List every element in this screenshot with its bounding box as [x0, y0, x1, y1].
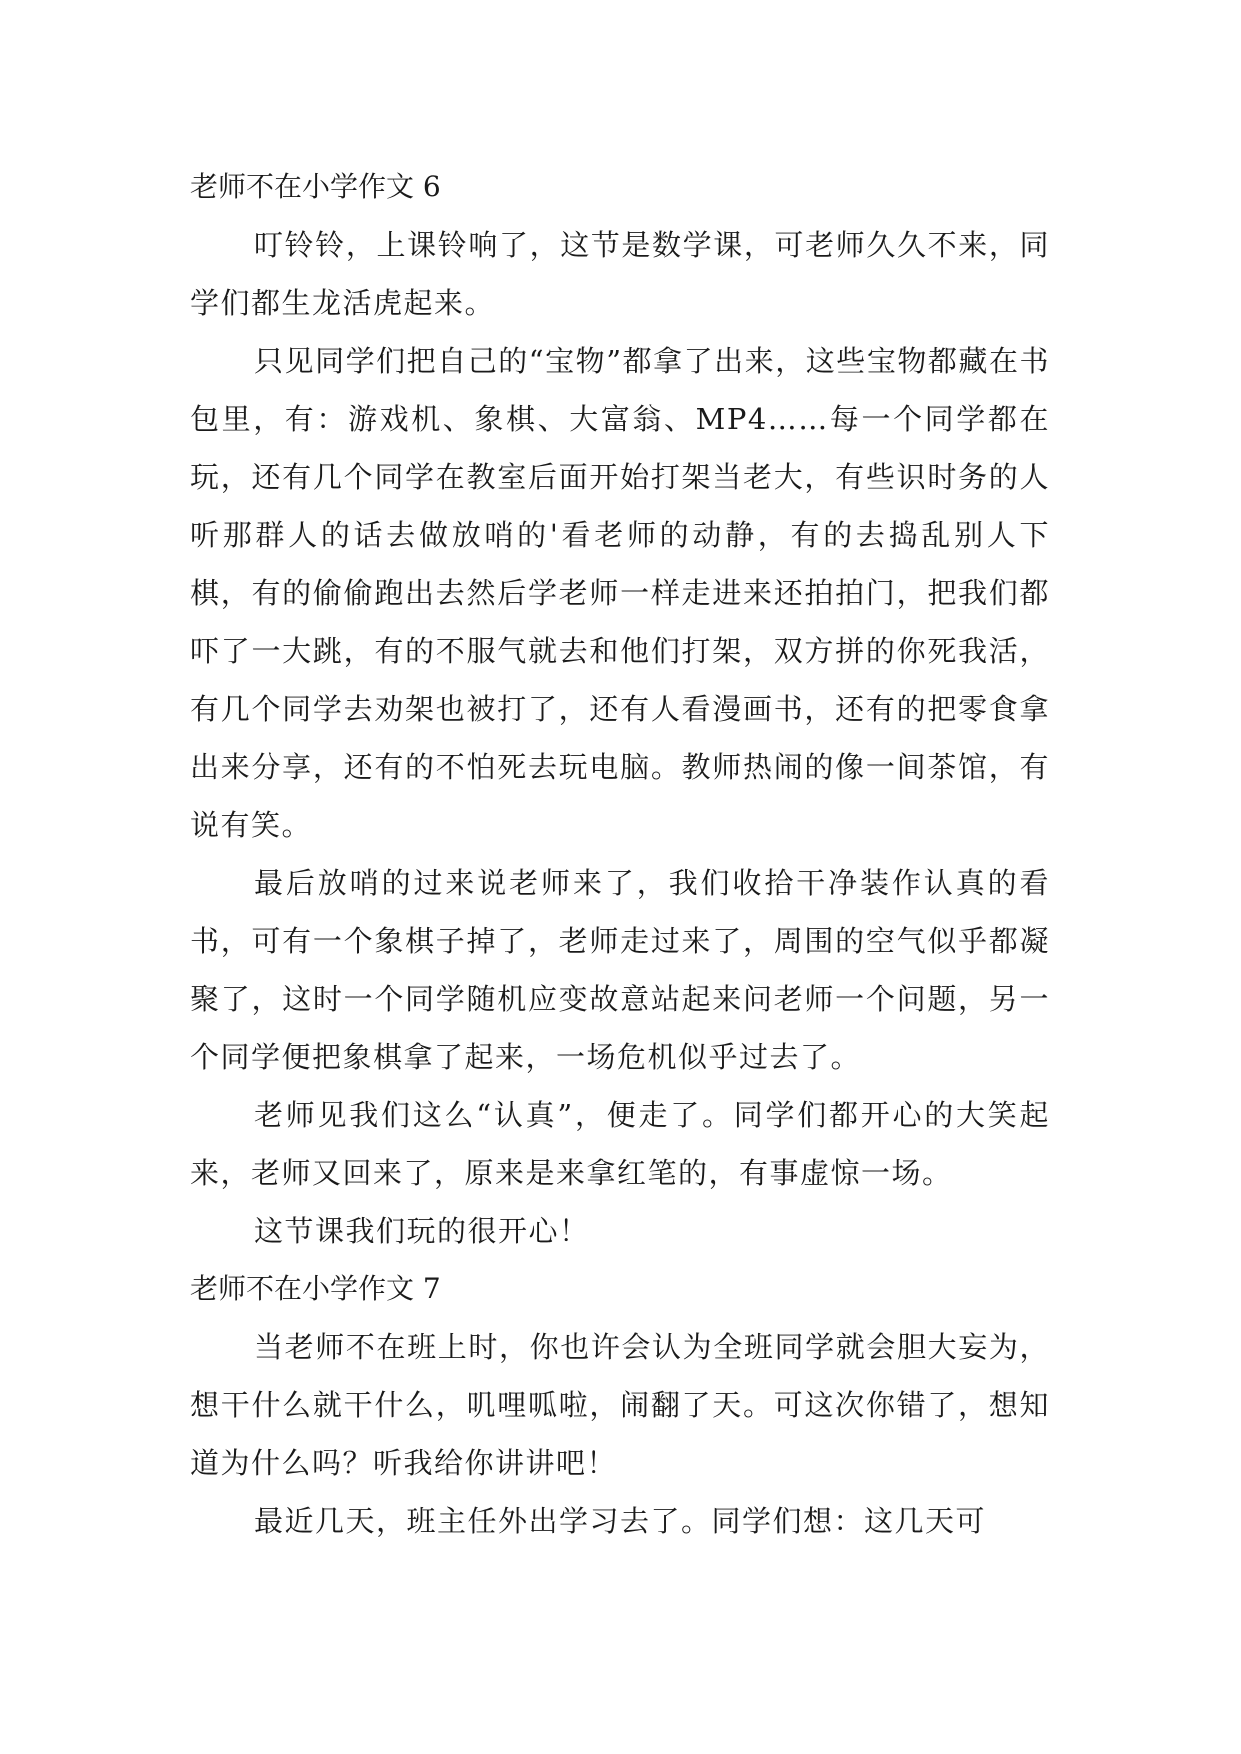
paragraph: 当老师不在班上时，你也许会认为全班同学就会胆大妄为，想干什么就干什么，叽哩呱啦，闹翻了天。可这次你错了，想知道为什么吗？听我给你讲讲吧！: [190, 1330, 1050, 1480]
paragraph: 最近几天，班主任外出学习去了。同学们想：这几天可: [254, 1504, 987, 1538]
section-title: 老师不在小学作文 7: [190, 1272, 441, 1305]
paragraph: 这节课我们玩的很开心！: [254, 1214, 590, 1248]
paragraph: 老师见我们这么“认真”，便走了。同学们都开心的大笑起来，老师又回来了，原来是来拿红笔的，有事虚惊一场。: [190, 1098, 1050, 1190]
paragraph: 只见同学们把自己的“宝物”都拿了出来，这些宝物都藏在书包里，有：游戏机、象棋、大富翁、MP4……每一个同学都在玩，还有几个同学在教室后面开始打架当老大，有些识时务的人听那群人的话去做放哨的'看老师的动静，有的去捣乱别人下棋，有的偷偷跑出去然后学老师一样走进来还拍拍门，把我们都吓了一大跳，有的不服气就去和他们打架，双方拼的你死我活，有几个同学去劝架也被打了，还有人看漫画书，还有的把零食拿出来分享，还有的不怕死去玩电脑。教师热闹的像一间茶馆，有说有笑。: [190, 344, 1050, 842]
document-body: [190, 158, 1050, 1550]
paragraph: 叮铃铃，上课铃响了，这节是数学课，可老师久久不来，同学们都生龙活虎起来。: [190, 228, 1050, 320]
paragraph: 最后放哨的过来说老师来了，我们收拾干净装作认真的看书，可有一个象棋子掉了，老师走过来了，周围的空气似乎都凝聚了，这时一个同学随机应变故意站起来问老师一个问题，另一个同学便把象棋拿了起来，一场危机似乎过去了。: [190, 866, 1050, 1074]
section-title: 老师不在小学作文 6: [190, 170, 441, 203]
